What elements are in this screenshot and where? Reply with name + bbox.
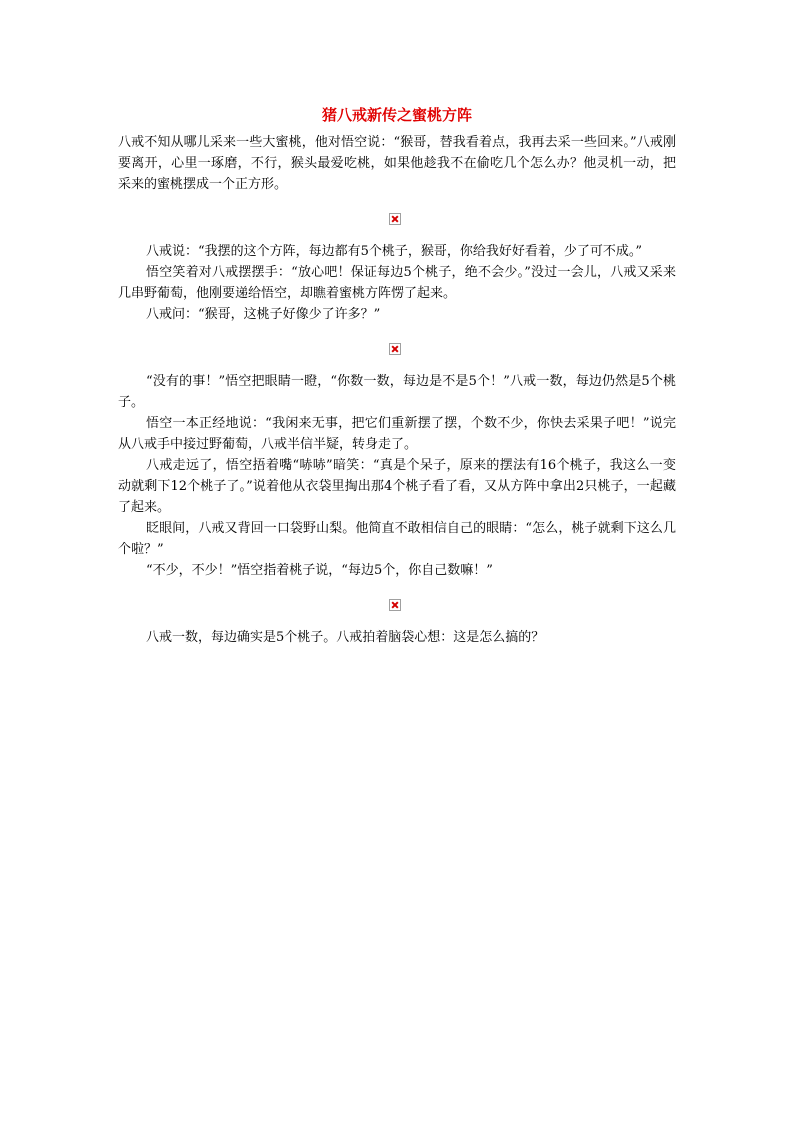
image-placeholder-1 <box>118 195 676 241</box>
image-placeholder-3 <box>118 581 676 627</box>
document-title: 猪八戒新传之蜜桃方阵 <box>321 106 472 124</box>
broken-image-icon <box>389 599 401 611</box>
paragraph-wukong-laughs: 八戒走远了，悟空捂着嘴“哧哧”暗笑：“真是个呆子，原来的摆法有16个桃子，我这么一变动就剩下12个桃子了。”说着他从衣袋里掏出那4个桃子看了看，又从方阵中拿出2只桃子，一起藏了起来。 <box>118 458 676 515</box>
paragraph-wukong-denies: “没有的事！”悟空把眼睛一瞪，“你数一数，每边是不是5个！”八戒一数，每边仍然是5个桃子。 <box>118 374 676 410</box>
broken-image-icon <box>389 343 401 355</box>
paragraph-wukong-rearranged: 悟空一本正经地说：“我闲来无事，把它们重新摆了摆，个数不少，你快去采果子吧！”说完从八戒手中接过野葡萄，八戒半信半疑，转身走了。 <box>118 416 676 452</box>
image-placeholder-2 <box>118 325 676 371</box>
paragraph-ending: 八戒一数，每边确实是5个桃子。八戒拍着脑袋心想：这是怎么搞的？ <box>146 630 545 645</box>
paragraph-bajie-returns: 眨眼间，八戒又背回一口袋野山梨。他简直不敢相信自己的眼睛：“怎么，桃子就剩下这么几个啦？” <box>118 521 676 557</box>
broken-image-icon <box>389 213 401 225</box>
paragraph-bajie-says: 八戒说：“我摆的这个方阵，每边都有5个桃子，猴哥，你给我好好看着，少了可不成。” <box>146 244 643 259</box>
paragraph-wukong-points: “不少，不少！”悟空指着桃子说，“每边5个，你自己数嘛！” <box>146 563 493 578</box>
paragraph-wukong-reply: 悟空笑着对八戒摆摆手：“放心吧！保证每边5个桃子，绝不会少。”没过一会儿，八戒又采来几串野葡萄，他刚要递给悟空，却瞧着蜜桃方阵愣了起来。 <box>118 265 676 301</box>
paragraph-bajie-asks: 八戒问：“猴哥，这桃子好像少了许多？” <box>146 307 381 322</box>
document-page <box>118 104 676 648</box>
paragraph-intro: 八戒不知从哪儿采来一些大蜜桃，他对悟空说：“猴哥，替我看着点，我再去采一些回来。”八戒刚要离开，心里一琢磨，不行，猴头最爱吃桃，如果他趁我不在偷吃几个怎么办？他灵机一动，把采来的蜜桃摆成一个正方形。 <box>118 135 676 192</box>
